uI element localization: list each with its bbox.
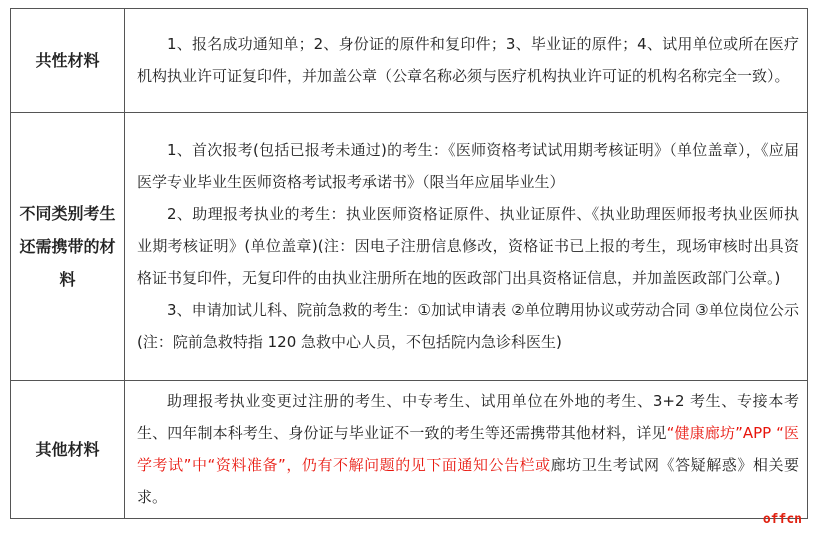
- exam-materials-table: [10, 8, 808, 519]
- category-item-2: 2、助理报考执业的考生：执业医师资格证原件、执业证原件、《执业助理医师报考执业医师执业期考核证明》(单位盖章)(注：因电子注册信息修改，资格证书已上报的考生，现场审核时出具资格证书复印件，无复印件的由执业注册所在地的医政部门出具资格证信息，并加盖医政部门公章。): [137, 205, 799, 287]
- row-label-category-materials: 不同类别考生还需携带的材料: [11, 113, 125, 381]
- row-content-category-materials: [125, 113, 808, 381]
- table-row-category-materials: [11, 113, 808, 381]
- other-materials-text: [137, 385, 799, 513]
- row-label-other-materials: 其他材料: [11, 381, 125, 519]
- table-row-other-materials: [11, 381, 808, 519]
- category-item-1: 1、首次报考(包括已报考未通过)的考生：《医师资格考试试用期考核证明》（单位盖章），《应届医学专业毕业生医师资格考试报考承诺书》（限当年应届毕业生）: [137, 141, 799, 191]
- other-text-after: 廊坊卫生考试网《答疑解惑》相关要求。: [137, 456, 799, 506]
- offcn-watermark: offcn: [762, 512, 802, 527]
- table-row-common-materials: [11, 9, 808, 113]
- row-content-other-materials: [125, 381, 808, 519]
- common-materials-text: 1、报名成功通知单；2、身份证的原件和复印件；3、毕业证的原件；4、试用单位或所在医疗机构执业许可证复印件，并加盖公章（公章名称必须与医疗机构执业许可证的机构名称完全一致）。: [137, 35, 799, 85]
- row-content-common-materials: [125, 9, 808, 113]
- row-label-common-materials: 共性材料: [11, 9, 125, 113]
- health-langfang-app-link[interactable]: “健康廊坊”APP “医学考试”中“资料准备”，仍有不解问题的见下面通知公告栏或: [137, 424, 799, 474]
- other-text-before: 助理报考执业变更过注册的考生、中专考生、试用单位在外地的考生、3+2 考生、专接本考生、四年制本科考生、身份证与毕业证不一致的考生等还需携带其他材料，详见: [137, 392, 799, 442]
- category-item-3: 3、申请加试儿科、院前急救的考生：①加试申请表 ②单位聘用协议或劳动合同 ③单位岗位公示(注：院前急救特指 120 急救中心人员，不包括院内急诊科医生): [137, 301, 799, 351]
